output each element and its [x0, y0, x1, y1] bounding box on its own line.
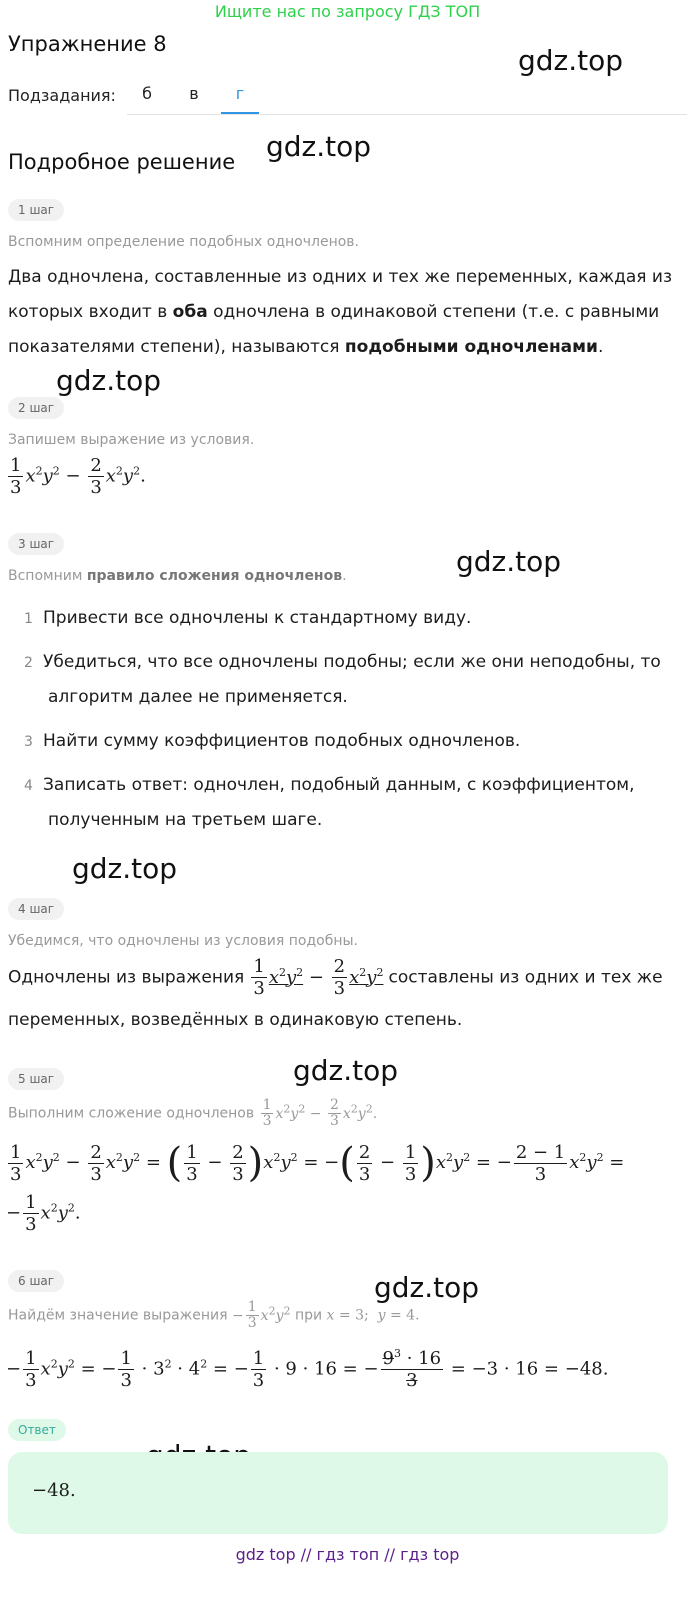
step-badge: 2 шаг: [8, 397, 64, 419]
step-hint: Убедимся, что одночлены из условия подобны.: [8, 933, 358, 949]
step-text: Два одночлена, составленные из одних и тех же переменных, каждая из которых входит в оба одночлена в одинаковой степени (т.е. с равными показателями степени), называются подобными одночленами.: [8, 267, 673, 357]
watermark: gdz.top: [293, 1054, 399, 1087]
step-badge: 1 шаг: [8, 199, 64, 221]
step-text: переменных, возведённых в одинаковую степень.: [8, 1010, 463, 1030]
watermark: gdz.top: [72, 852, 178, 885]
footer-links[interactable]: gdz top // гдз топ // гдз top: [235, 1545, 460, 1564]
promo-banner[interactable]: Ищите нас по запросу ГДЗ ТОП: [214, 2, 481, 21]
section-title: Подробное решение: [8, 150, 236, 174]
subtask-tabs: [127, 84, 687, 115]
step-hint: Вспомним определение подобных одночленов.: [8, 234, 359, 250]
tab-v[interactable]: в: [189, 84, 199, 103]
subtasks-label: Подзадания:: [8, 86, 116, 105]
watermark: gdz.top: [456, 545, 562, 578]
answer-box: [8, 1452, 668, 1534]
step-hint: Выполним сложение одночленов $\frac{1}{3}$ $x^2y^2$ − $\frac{2}{3}$ $x^2y^2$.: [8, 1097, 378, 1129]
watermark: gdz.top: [518, 44, 624, 77]
tab-b[interactable]: б: [142, 84, 152, 103]
answer-value: −48.: [32, 1480, 76, 1501]
step-text: Одночлены из выражения $\frac{1}{3}$ $x^2y^2$ − $\frac{2}{3}$ $x^2y^2$ составлены из одних и тех же: [8, 956, 663, 999]
watermark: gdz.top: [266, 130, 372, 163]
step-hint: Запишем выражение из условия.: [8, 432, 255, 448]
formula: $\frac{1}{3}$ $x^2y^2$ − $\frac{2}{3}$ $x^2y^2$ = ( $\frac{1}{3}$ − $\frac{2}{3}$ )$x^2y^2$ = −( $\frac{2}{3}$ − $\frac{1}{3}$ )$x^2y^2$ = − $\frac{2 - 1}{3}$ $x^2y^2$ =: [10, 1140, 625, 1186]
step-badge: 5 шаг: [8, 1068, 64, 1090]
step-badge: 4 шаг: [8, 898, 64, 920]
tab-g[interactable]: г: [221, 84, 259, 114]
step-badge: 6 шаг: [8, 1270, 64, 1292]
step-hint: Вспомним правило сложения одночленов.: [8, 568, 347, 584]
formula: $\frac{1}{3}$ $x^2y^2$ − $\frac{2}{3}$ $x^2y^2$.: [10, 455, 146, 498]
watermark: gdz.top: [374, 1271, 480, 1304]
formula: − $\frac{1}{3}$ $x^2y^2$.: [6, 1192, 81, 1235]
step-badge: 3 шаг: [8, 533, 64, 555]
step-hint: Найдём значение выражения − $\frac{1}{3}$ $x^2y^2$ при x = 3; y = 4.: [8, 1299, 420, 1331]
answer-badge: Ответ: [8, 1419, 66, 1441]
page-title: Упражнение 8: [8, 32, 167, 56]
watermark: gdz.top: [56, 364, 162, 397]
formula: − $\frac{1}{3}$ $x^2y^2$ = − $\frac{1}{3}$ · $3^2 \cdot 4^2$ = − $\frac{1}{3}$ · 9 · 16 = − $\frac{9^3 \cdot 16}{3}$ = −3 · 16 = −48.: [6, 1347, 609, 1391]
